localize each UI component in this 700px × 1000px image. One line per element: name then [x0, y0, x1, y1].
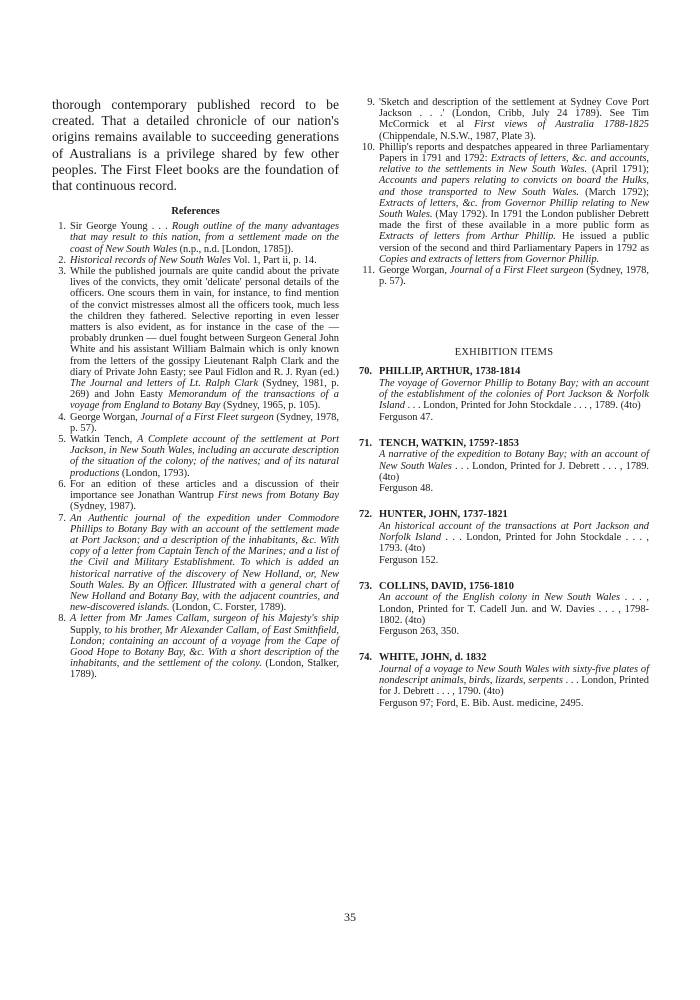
italic-title: A letter from Mr James Callam, surgeon of his Majesty's ship [70, 613, 339, 625]
citation-text: (Sydney, 1978, p. 57). [70, 411, 339, 434]
italic-title: An Authentic journal of the expedition under Commodore Phillips to Botany Bay with an account of the settlement made at Port Jackson; and a description of the inhabitants, &c. With copy of a letter from Captain Tench of the Marines; and a list of the Civil and Military Establishment. To which is added an historical narrative of the discovery of New Holland, or, New South Wales. By an Officer. Illustrated with a general chart of New Holland and Botany Bay, with the adjacent countries, and new-discovered islands. [70, 512, 339, 614]
citation-text: While the published journals are quite candid about the private lives of the convicts, they omit 'delicate' personal details of the officers. One scours them in vain, for instance, to find mention of the convict mistresses almost all the officers took, much less the children they fathered. Selective reporting in even lesser matters is also evident, as for instance in the case of the — probably drunken — duel fought between Surgeon General John White and his assistant William Balmain which is only known from the letters of the gossipy Lieutenant Ralph Clark and the diary of Private John Easty; see Paul Fidlon and R. J. Ryan (ed.) [70, 266, 339, 378]
reference-item [52, 434, 339, 479]
reference-number: 3. [58, 266, 66, 278]
italic-title: Journal of a First Fleet surgeon [449, 265, 584, 277]
left-column [52, 97, 339, 681]
exhibition-item-description [379, 664, 649, 698]
citation-text: (Sydney, 1987). [70, 501, 136, 513]
citation-text: . . . London, Printed for J. Debrett . . . , 1790. (4to) [379, 674, 649, 698]
exhibition-item [359, 438, 649, 494]
citation-text: (April 1791); [587, 164, 649, 176]
exhibition-item-number: 74. [359, 652, 372, 664]
citation-text: (Sydney, 1981, p. 269) and John Easty [70, 378, 339, 401]
reference-item [359, 97, 649, 142]
citation-text: For an edition of these articles and a discussion of their importance see Jonathan Wantrup [70, 478, 339, 502]
reference-number: 2. [58, 254, 66, 266]
reference-item [359, 142, 649, 265]
reference-number: 10. [362, 141, 375, 153]
italic-title: Memorandum of the transactions of a voyage from England to Botany Bay [70, 389, 340, 412]
references-heading: References [171, 206, 220, 218]
citation-text: George Worgan, [379, 265, 450, 277]
citation-text: (London, C. Forster, 1789). [169, 602, 287, 614]
citation-text: (London, Stalker, 1789). [70, 658, 339, 681]
exhibition-item-description [379, 521, 649, 555]
italic-title: An historical account of the transactions at Port Jackson and Norfolk Island [379, 520, 649, 544]
exhibition-item-number: 73. [359, 580, 372, 592]
references-list [52, 221, 339, 680]
citation-text: (Sydney, 1965, p. 105). [220, 400, 321, 412]
italic-title: Extracts of letters, &c. and accounts, relative to the settlements in New South Wales. [379, 153, 649, 176]
intro-paragraph: thorough contemporary published record to be created. That a detailed chronicle of our nation's origins remains available to succeeding generations of Australians is a privilege shared by few other peoples. The First Fleet books are the foundation of that continuous record. [52, 97, 339, 194]
citation-text: (Chippendale, N.S.W., 1987, Plate 3). [379, 130, 536, 142]
exhibition-item-description [379, 378, 649, 412]
italic-title: Accounts and papers relating to convicts on board the Hulks, and those transported to New South Wales. [379, 175, 649, 198]
citation-text: . . . London, Printed for John Stockdale . . . , 1789. (4to) [404, 400, 641, 412]
exhibition-item-reference: Ferguson 48. [379, 483, 434, 495]
exhibition-item-author: TENCH, WATKIN, 1759?-1853 [379, 437, 519, 449]
reference-item [52, 412, 339, 434]
italic-title: The Journal and letters of Lt. Ralph Clark [70, 378, 259, 390]
citation-text: Supply, [70, 624, 105, 636]
exhibition-heading: EXHIBITION ITEMS [454, 347, 554, 359]
reference-number: 5. [58, 434, 66, 446]
exhibition-item-author: WHITE, JOHN, d. 1832 [379, 652, 487, 664]
exhibition-item [359, 581, 649, 637]
exhibition-item [359, 652, 649, 708]
citation-text: George Worgan, [70, 411, 141, 423]
reference-item [52, 221, 339, 255]
reference-number: 9. [367, 97, 375, 108]
exhibition-item-author: COLLINS, DAVID, 1756-1810 [379, 580, 514, 592]
italic-title: A Complete account of the settlement at Port Jackson, in New South Wales, including an accurate description of the situation of the colony; of the natives; and of its natural productions [70, 434, 339, 479]
exhibition-item-number: 71. [359, 437, 372, 449]
reference-number: 11. [362, 265, 375, 277]
italic-title: Copies and extracts of letters from Governor Phillip. [379, 253, 600, 265]
citation-text: . . . London, Printed for J. Debrett . . . , 1789. (4to) [379, 460, 650, 483]
reference-item [52, 255, 339, 266]
citation-text: Sir George Young . . . [70, 221, 172, 233]
italic-title: An account of the English colony in New South Wales [379, 592, 621, 604]
citation-text: (March 1792); [579, 186, 650, 198]
exhibition-item [359, 509, 649, 565]
italic-title: Extracts of letters, &c. from Governor Phillip relating to New South Wales. [379, 197, 649, 221]
reference-item [52, 479, 339, 513]
reference-item [52, 613, 339, 680]
citation-text: Watkin Tench, [70, 434, 138, 446]
citation-text: Phillip's reports and despatches appeared in three Parliamentary Papers in 1791 and 1792: [379, 141, 649, 165]
citation-text: (n.p., n.d. [London, 1785]). [177, 243, 294, 255]
page-number: 35 [344, 910, 356, 924]
italic-title: First views of Australia 1788-1825 [474, 119, 649, 131]
exhibition-item-author: PHILLIP, ARTHUR, 1738-1814 [379, 366, 521, 378]
exhibition-item-reference: Ferguson 263, 350. [379, 626, 460, 638]
reference-item [52, 266, 339, 412]
reference-item [359, 265, 649, 287]
exhibition-item-reference: Ferguson 97; Ford, E. Bib. Aust. medicine, 2495. [379, 697, 584, 709]
exhibition-item-author: HUNTER, JOHN, 1737-1821 [379, 509, 508, 521]
reference-item [52, 513, 339, 614]
citation-text: Vol. 1, Part ii, p. 14. [230, 254, 317, 266]
italic-title: Journal of a First Fleet surgeon [140, 411, 274, 423]
exhibition-item-number: 70. [359, 366, 372, 378]
reference-number: 1. [58, 221, 66, 233]
exhibition-item-description [379, 449, 649, 483]
exhibition-item-reference: Ferguson 47. [379, 411, 434, 423]
reference-number: 7. [58, 512, 66, 524]
italic-title: First news from Botany Bay [217, 490, 339, 502]
italic-title: Historical records of New South Wales [70, 254, 231, 266]
exhibition-item-reference: Ferguson 152. [379, 554, 439, 566]
exhibition-item-description [379, 592, 649, 626]
exhibition-item [359, 366, 649, 422]
citation-text: 'Sketch and description of the settlement at Sydney Cove Port Jackson . . .' (London, Cribb, July 24 1789). See Tim McCormick et al [379, 97, 649, 131]
italic-title: A narrative of the expedition to Botany Bay; with an account of New South Wales [379, 449, 649, 472]
citation-text: (May 1792). In 1791 the London publisher Debrett made the first of these available in a more public form as [379, 209, 649, 232]
citation-text: He issued a public version of the second and third Parliamentary Papers in 1792 as [379, 231, 649, 254]
right-column [359, 97, 649, 724]
italic-title: Journal of a voyage to New South Wales with sixty-five plates of nondescript animals, birds, lizards, serpents [379, 663, 649, 686]
citation-text: (London, 1793). [119, 467, 190, 479]
citation-text: . . . , London, Printed for T. Cadell Jun. and W. Davies . . . , 1798-1802. (4to) [379, 592, 650, 626]
references-list-continued [359, 97, 649, 287]
exhibition-items [359, 366, 649, 708]
italic-title: Rough outline of the many advantages that may result to this nation, from a settlement made on the coast of New South Wales [70, 221, 339, 255]
reference-number: 4. [58, 411, 66, 423]
citation-text: . . . London, Printed for John Stockdale . . . , 1793. (4to) [379, 532, 650, 555]
reference-number: 8. [58, 613, 66, 625]
citation-text: (Sydney, 1978, p. 57). [379, 265, 649, 288]
italic-title: Extracts of letters from Arthur Phillip. [379, 231, 556, 243]
italic-title: to his brother, Mr Alexander Callam, of East Smithfield, London; containing an account of a voyage from the Cape of Good Hope to Botany Bay, &c. With a short description of the inhabitants, and the settlement of the colony. [70, 624, 339, 670]
italic-title: The voyage of Governor Phillip to Botany Bay; with an account of the establishment of the colonies of Port Jackson & Norfolk Island [379, 377, 649, 412]
exhibition-item-number: 72. [359, 509, 372, 521]
reference-number: 6. [58, 478, 66, 490]
